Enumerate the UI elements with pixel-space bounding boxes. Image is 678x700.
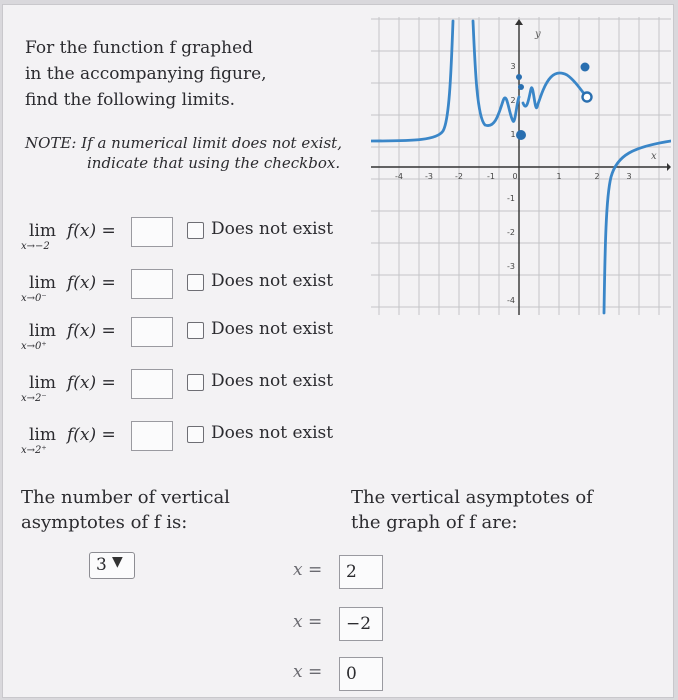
- limit-expression: [21, 425, 131, 461]
- y-tick-labels: [507, 62, 516, 305]
- question-panel: [2, 4, 674, 698]
- asymptote-label: x =: [293, 612, 323, 632]
- lim-word: lim: [29, 321, 56, 341]
- asymptote-list-question: [351, 485, 651, 535]
- y-tick-label: -3: [507, 262, 515, 271]
- dne-label: Does not exist: [211, 219, 334, 239]
- selected-count: 3: [96, 555, 107, 575]
- x-tick-label: 1: [556, 172, 562, 181]
- dne-checkbox[interactable]: [187, 222, 204, 239]
- grid-lines: [371, 17, 671, 315]
- limit-expression: [21, 321, 131, 357]
- oscillation-point: [518, 84, 524, 90]
- x-axis-label: x: [651, 151, 657, 162]
- lim-word: lim: [29, 373, 56, 393]
- lim-subscript: x→0⁺: [21, 341, 47, 352]
- prompt-line-1: For the function f graphed: [25, 38, 254, 58]
- y-tick-label: -4: [507, 296, 515, 305]
- dne-label: Does not exist: [211, 319, 334, 339]
- x-tick-label: -3: [425, 172, 433, 181]
- asymptote-input[interactable]: −2: [339, 607, 383, 641]
- lim-subscript: x→−2: [21, 241, 50, 252]
- y-tick-label: 2: [510, 96, 516, 105]
- filled-point-marker: [581, 63, 590, 72]
- lim-word: lim: [29, 273, 56, 293]
- note-line-1: NOTE: If a numerical limit does not exist,: [25, 134, 342, 152]
- filled-point-marker: [516, 130, 526, 140]
- asymptote-count-select[interactable]: [89, 552, 135, 579]
- prompt-line-2: in the accompanying figure,: [25, 64, 267, 84]
- limit-answer-input[interactable]: [131, 317, 173, 347]
- limit-expression: [21, 221, 131, 257]
- dne-label: Does not exist: [211, 423, 334, 443]
- lim-function: f(x) =: [67, 373, 116, 393]
- lim-subscript: x→2⁻: [21, 393, 47, 404]
- note-text: [25, 133, 355, 173]
- asymptote-label: x =: [293, 560, 323, 580]
- limit-expression: [21, 273, 131, 309]
- y-axis-arrow-icon: [515, 19, 523, 25]
- note-line-2: indicate that using the checkbox.: [87, 154, 341, 172]
- y-tick-label: -2: [507, 228, 515, 237]
- lim-function: f(x) =: [67, 425, 116, 445]
- function-graph: [371, 17, 671, 315]
- problem-statement: [25, 35, 325, 113]
- dne-checkbox[interactable]: [187, 274, 204, 291]
- y-tick-label: 1: [510, 130, 516, 139]
- asymptote-input[interactable]: 2: [339, 555, 383, 589]
- asymptote-input[interactable]: 0: [339, 657, 383, 691]
- oscillation-point: [516, 74, 522, 80]
- x-tick-label: 2: [594, 172, 600, 181]
- x-tick-labels: [395, 172, 632, 181]
- dropdown-caret-icon: ▼: [112, 554, 123, 570]
- open-point-marker: [583, 93, 592, 102]
- limit-answer-input[interactable]: [131, 421, 173, 451]
- y-axis-label: y: [535, 29, 541, 40]
- count-question-line-1: The number of vertical: [21, 487, 230, 508]
- dne-checkbox[interactable]: [187, 374, 204, 391]
- lim-subscript: x→2⁺: [21, 445, 47, 456]
- x-tick-label: -4: [395, 172, 403, 181]
- lim-function: f(x) =: [67, 321, 116, 341]
- curve-oscillation-marks: [516, 74, 524, 90]
- asym-question-line-1: The vertical asymptotes of: [351, 487, 593, 508]
- lim-word: lim: [29, 221, 56, 241]
- x-tick-label: 0: [512, 172, 518, 181]
- count-question-line-2: asymptotes of f is:: [21, 512, 188, 533]
- lim-function: f(x) =: [67, 221, 116, 241]
- asymptote-label: x =: [293, 662, 323, 682]
- asym-question-line-2: the graph of f are:: [351, 512, 518, 533]
- limit-answer-input[interactable]: [131, 217, 173, 247]
- y-tick-label: 3: [510, 62, 516, 71]
- dne-label: Does not exist: [211, 371, 334, 391]
- prompt-line-3: find the following limits.: [25, 90, 236, 110]
- asymptote-count-question: [21, 485, 281, 535]
- lim-subscript: x→0⁻: [21, 293, 47, 304]
- lim-word: lim: [29, 425, 56, 445]
- x-tick-label: -2: [455, 172, 463, 181]
- x-tick-label: 3: [626, 172, 632, 181]
- dne-checkbox[interactable]: [187, 426, 204, 443]
- dne-checkbox[interactable]: [187, 322, 204, 339]
- x-axis-arrow-icon: [667, 163, 671, 171]
- y-tick-label: -1: [507, 194, 515, 203]
- limit-expression: [21, 373, 131, 409]
- limit-answer-input[interactable]: [131, 369, 173, 399]
- dne-label: Does not exist: [211, 271, 334, 291]
- x-tick-label: -1: [487, 172, 495, 181]
- limit-answer-input[interactable]: [131, 269, 173, 299]
- lim-function: f(x) =: [67, 273, 116, 293]
